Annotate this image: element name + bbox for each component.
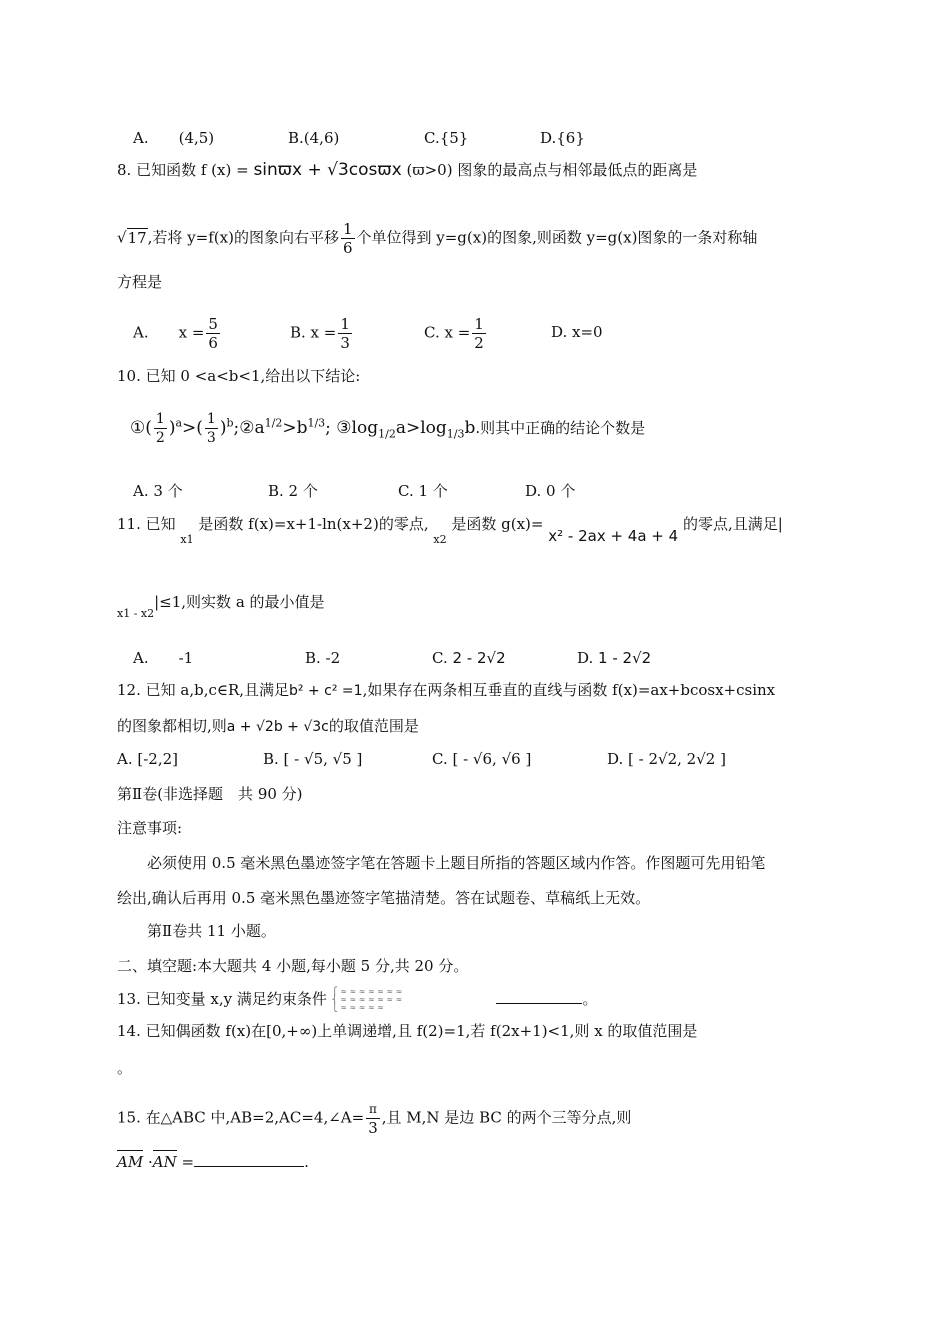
q11-option-b: B. -2 xyxy=(305,649,341,667)
notice-line1: 必须使用 0.5 毫米黑色墨迹签字笔在答题卡上题目所指的答题区域内作答。作图题可先用铅笔 xyxy=(147,854,766,872)
q15-line2: AM ·AN = . xyxy=(117,1153,309,1171)
q14-line1: 14. 已知偶函数 f(x)在[0,+∞)上单调递增,且 f(2)=1,若 f(2x+1)<1,则 x 的取值范围是 xyxy=(117,1022,698,1040)
q14-line2: 。 xyxy=(117,1059,133,1077)
q12-option-c: C. [ - √6, √6 ] xyxy=(432,750,532,768)
q8-expr: sinϖx + √3cosϖx xyxy=(253,160,402,180)
q8-suffix: 图象的最高点与相邻最低点的距离是 xyxy=(457,161,698,179)
q10-stem: 10. 已知 0 <a<b<1,给出以下结论: xyxy=(117,367,361,385)
q8-line2-a: ,若将 y=f(x)的图象向右平移 xyxy=(147,228,339,247)
q15-line1: 15. 在△ABC 中,AB=2,AC=4,∠A= $\frac{\pi}{3}$ ,且 M,N 是边 BC 的两个三等分点,则 xyxy=(117,1102,632,1137)
q13-answer-blank[interactable] xyxy=(496,1003,582,1004)
q10-option-d: D. 0 个 xyxy=(525,482,576,500)
q10-option-c: C. 1 个 xyxy=(398,482,448,500)
q7-option-b: B.(4,6) xyxy=(288,129,340,147)
q10-option-a: A. 3 个 xyxy=(133,482,183,500)
q8-line3: 方程是 xyxy=(117,273,163,291)
q11-option-a: A. -1 xyxy=(133,649,194,667)
q8-fraction: $\frac{1}{6}$ xyxy=(342,220,353,257)
part2-title: 第Ⅱ卷(非选择题 共 90 分) xyxy=(117,785,303,803)
q8-line2-b: 个单位得到 y=g(x)的图象,则函数 y=g(x)图象的一条对称轴 xyxy=(356,228,758,247)
q11-line2: $_{x1 - x2}$|≤1,则实数 a 的最小值是 xyxy=(117,593,325,620)
notice-heading: 注意事项: xyxy=(117,819,183,837)
q8-option-b: B. x = $\frac{1}{3}$ xyxy=(290,315,350,352)
q12-line2: 的图象都相切,则a + √2b + √3c的取值范围是 xyxy=(117,717,419,735)
q7-option-d: D.{6} xyxy=(540,129,585,147)
q12-option-a: A. [-2,2] xyxy=(117,750,178,768)
q11-option-d: D. 1 - 2√2 xyxy=(577,649,652,667)
q11-x1: x1 xyxy=(180,533,194,546)
q11-line1: 11. 已知 $_{x1}$ 是函数 f(x)=x+1-ln(x+2)的零点, $_{x2}$ 是函数 g(x)= x² - 2ax + 4a + 4 的零点,且满足| xyxy=(117,515,783,546)
q8-prefix: 8. 已知函数 f (x) = xyxy=(117,161,249,179)
notice-line2: 绘出,确认后再用 0.5 毫米黑色墨迹签字笔描清楚。答在试题卷、草稿纸上无效。 xyxy=(117,889,651,907)
section-fill-blank: 二、填空题:本大题共 4 小题,每小题 5 分,共 20 分。 xyxy=(117,957,469,975)
q7-option-c: C.{5} xyxy=(424,129,469,147)
q8-line1 xyxy=(117,160,697,180)
q11-gexpr: x² - 2ax + 4a + 4 xyxy=(548,527,679,545)
q10-conclusions: ①( $\frac{1}{2}$ )$^a$>( $\frac{1}{3}$ )$^b;②a^{1/2}>b^{1/3}$; $③\log_{1/2}a>\log_{1/3}b$.则其中正确的结论个数是 xyxy=(130,411,646,446)
q8-cond: (ϖ>0) xyxy=(406,161,453,179)
q12-option-b: B. [ - √5, √5 ] xyxy=(263,750,363,768)
q13-line: 13. 已知变量 x,y 满足约束条件 ⎧ ≈ ≈ ≈ ≈ ≈ ≈ ≈ ⎨ ≈ ≈ ≈ ≈ ≈ ≈ ≈ ⎩ ≈ ≈ ≈ ≈ ≈ 。 xyxy=(117,987,598,1012)
constraint-image: ⎧ ≈ ≈ ≈ ≈ ≈ ≈ ≈ ⎨ ≈ ≈ ≈ ≈ ≈ ≈ ≈ ⎩ ≈ ≈ ≈ ≈ ≈ xyxy=(331,987,403,1012)
q8-line2: √17,若将 y=f(x)的图象向右平移 $\frac{1}{6}$ 个单位得到 y=g(x)的图象,则函数 y=g(x)图象的一条对称轴 xyxy=(117,220,758,257)
q10-option-b: B. 2 个 xyxy=(268,482,318,500)
q7-option-a: A. (4,5) xyxy=(133,129,215,147)
q8-sqrt17: 17 xyxy=(127,228,147,247)
q12-line1: 12. 已知 a,b,c∈R,且满足b² + c² =1,如果存在两条相互垂直的直线与函数 f(x)=ax+bcosx+csinx xyxy=(117,681,776,699)
part2-count: 第Ⅱ卷共 11 小题。 xyxy=(147,922,276,940)
q8-option-c: C. x = $\frac{1}{2}$ xyxy=(424,315,484,352)
q11-x2: x2 xyxy=(433,533,447,546)
q15-answer-blank[interactable] xyxy=(194,1166,304,1167)
q8-option-d: D. x=0 xyxy=(551,323,603,341)
q11-option-c: C. 2 - 2√2 xyxy=(432,649,506,667)
q12-option-d: D. [ - 2√2, 2√2 ] xyxy=(607,750,726,768)
q8-option-a: A. x = $\frac{5}{6}$ xyxy=(133,315,218,352)
